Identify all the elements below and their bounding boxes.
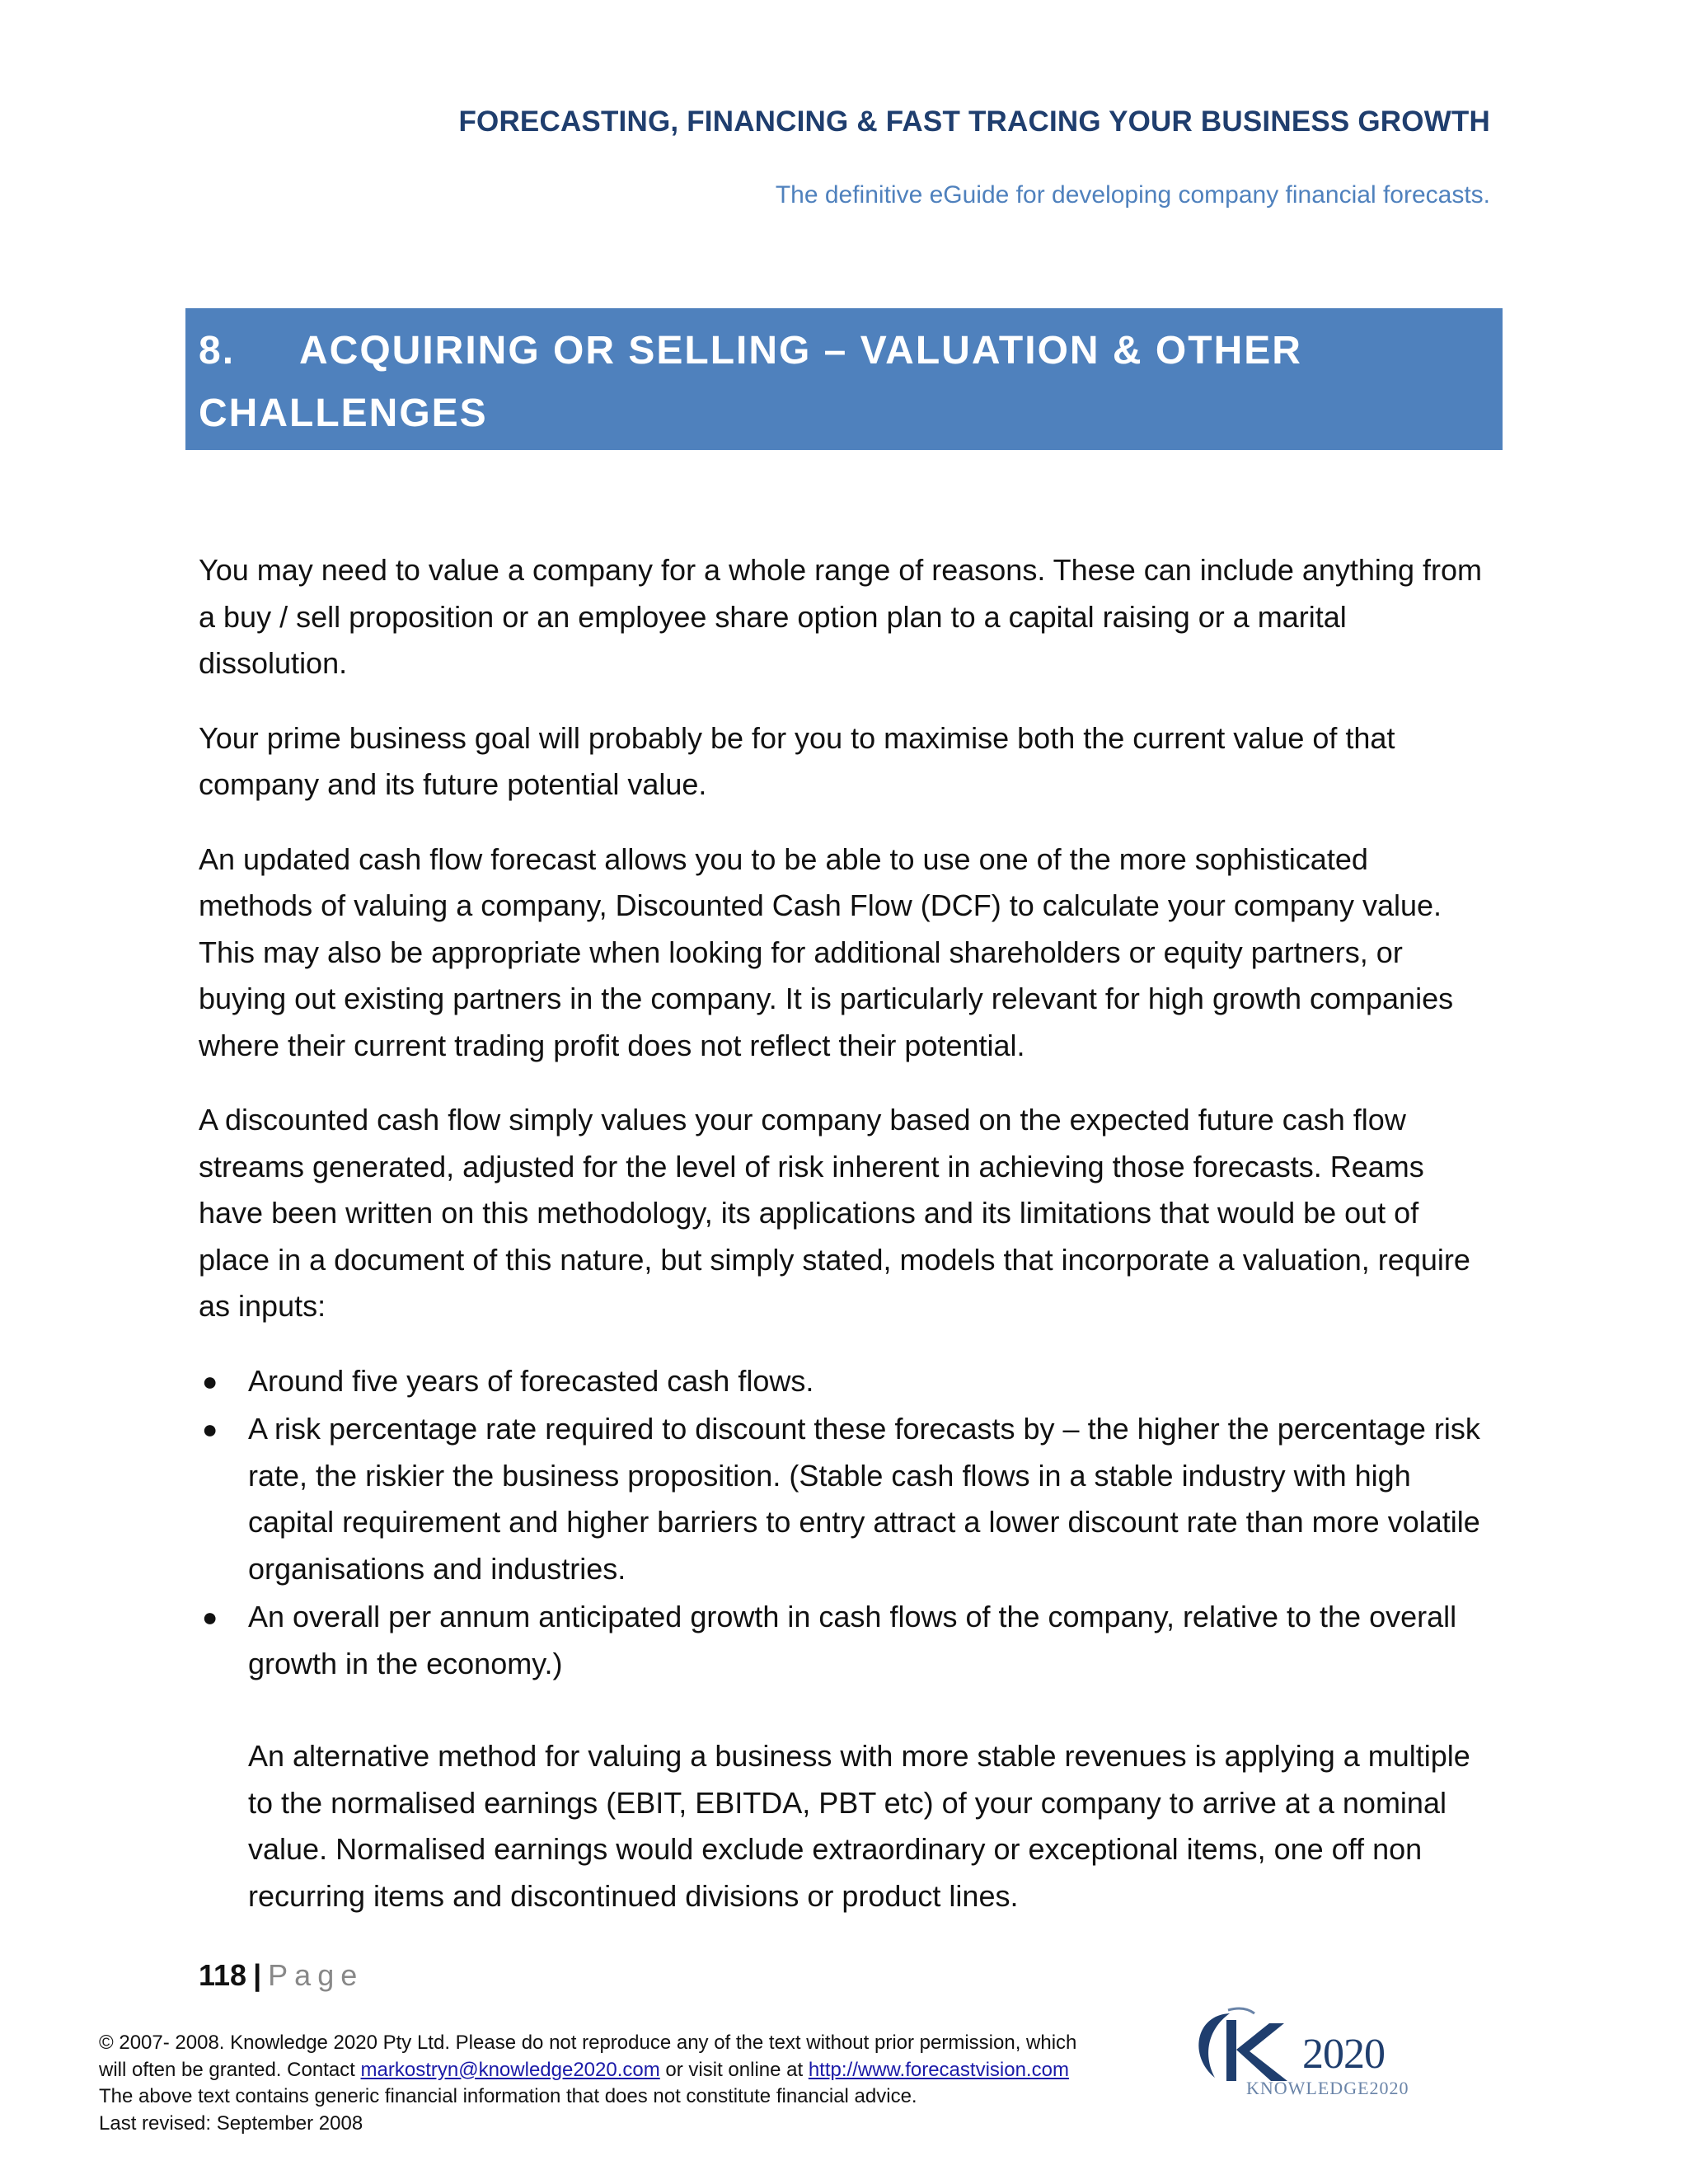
bullet-icon: ● [202,1414,218,1444]
paragraph: A discounted cash flow simply values your company based on the expected future cash flow streams generated, adjusted for the level of risk inherent in achieving those forecasts. Reams have been written on this methodology, its applications and its limitations that would be out of place in a document of this nature, but simply stated, models that incorporate a valuation, require as inputs: [199,1103,1470,1323]
bullet-icon: ● [202,1602,218,1632]
paragraph: Your prime business goal will probably be for you to maximise both the current value of that company and its future potential value. [199,720,1395,801]
closing-paragraph: An alternative method for valuing a business with more stable revenues is applying a multiple to the normalised earnings (EBIT, EBITDA, PBT etc) of your company to arrive at a nominal value. Normalised earnings would exclude extraordinary or exceptional items, one off non recurring items and discontinued divisions or product lines. [248,1739,1470,1913]
logo-sub-text: KNOWLEDGE2020 [1246,2078,1409,2098]
website-link[interactable]: http://www.forecastvision.com [808,2058,1069,2081]
section-heading [185,308,1503,450]
list-item [199,1358,1484,1405]
inputs-bullet-list [199,1358,1484,1688]
footer-line [99,2057,1170,2084]
knowledge2020-logo [1179,1999,1426,2106]
paragraph: You may need to value a company for a whole range of reasons. These can include anything from a buy / sell proposition or an employee share option plan to a capital raising or a marital dissolution. [199,553,1482,680]
list-item-text: Around five years of forecasted cash flows. [248,1363,814,1398]
list-item-text: A risk percentage rate required to discount these forecasts by – the higher the percentage risk rate, the riskier the business proposition. (Stable cash flows in a stable industry with high capital requirement and higher barriers to entry attract a lower discount rate than more volatile organisations and industries. [248,1412,1480,1586]
footer-text: will often be granted. Contact [99,2058,361,2081]
footer-line: © 2007- 2008. Knowledge 2020 Pty Ltd. Please do not reproduce any of the text without prior permission, which [99,2032,1077,2054]
footer-text: or visit online at [659,2058,809,2081]
page-number-value: 118 [199,1958,247,1992]
running-header-subtitle: The definitive eGuide for developing company financial forecasts. [775,181,1490,209]
running-header-title: FORECASTING, FINANCING & FAST TRACING YOUR BUSINESS GROWTH [458,105,1490,138]
section-heading-line1 [199,320,1489,382]
list-item [199,1406,1484,1592]
page-number [199,1958,363,1993]
copyright-footer [99,2030,1170,2137]
bullet-icon: ● [202,1366,218,1396]
page-number-separator: | [253,1958,262,1992]
section-title-line2: CHALLENGES [199,391,488,435]
contact-email-link[interactable]: markostryn@knowledge2020.com [360,2058,660,2081]
list-item [199,1594,1484,1687]
footer-line: Last revised: September 2008 [99,2111,363,2135]
list-item-text: An overall per annum anticipated growth in cash flows of the company, relative to the overall growth in the economy.) [248,1600,1457,1680]
section-title-line1: ACQUIRING OR SELLING – VALUATION & OTHER [299,329,1302,373]
body-text [199,547,1484,1949]
section-number: 8. [199,329,236,373]
footer-line: The above text contains generic financial information that does not constitute financial advice. [99,2085,917,2107]
page-label: Page [268,1958,364,1992]
paragraph: An updated cash flow forecast allows you to be able to use one of the more sophisticated methods of valuing a company, Discounted Cash Flow (DCF) to calculate your company value. This may also be appropriate when looking for additional shareholders or equity partners, or buying out existing partners in the company. It is particularly relevant for high growth companies where their current trading profit does not reflect their potential. [199,841,1454,1062]
logo-main-text: 2020 [1302,2031,1385,2078]
